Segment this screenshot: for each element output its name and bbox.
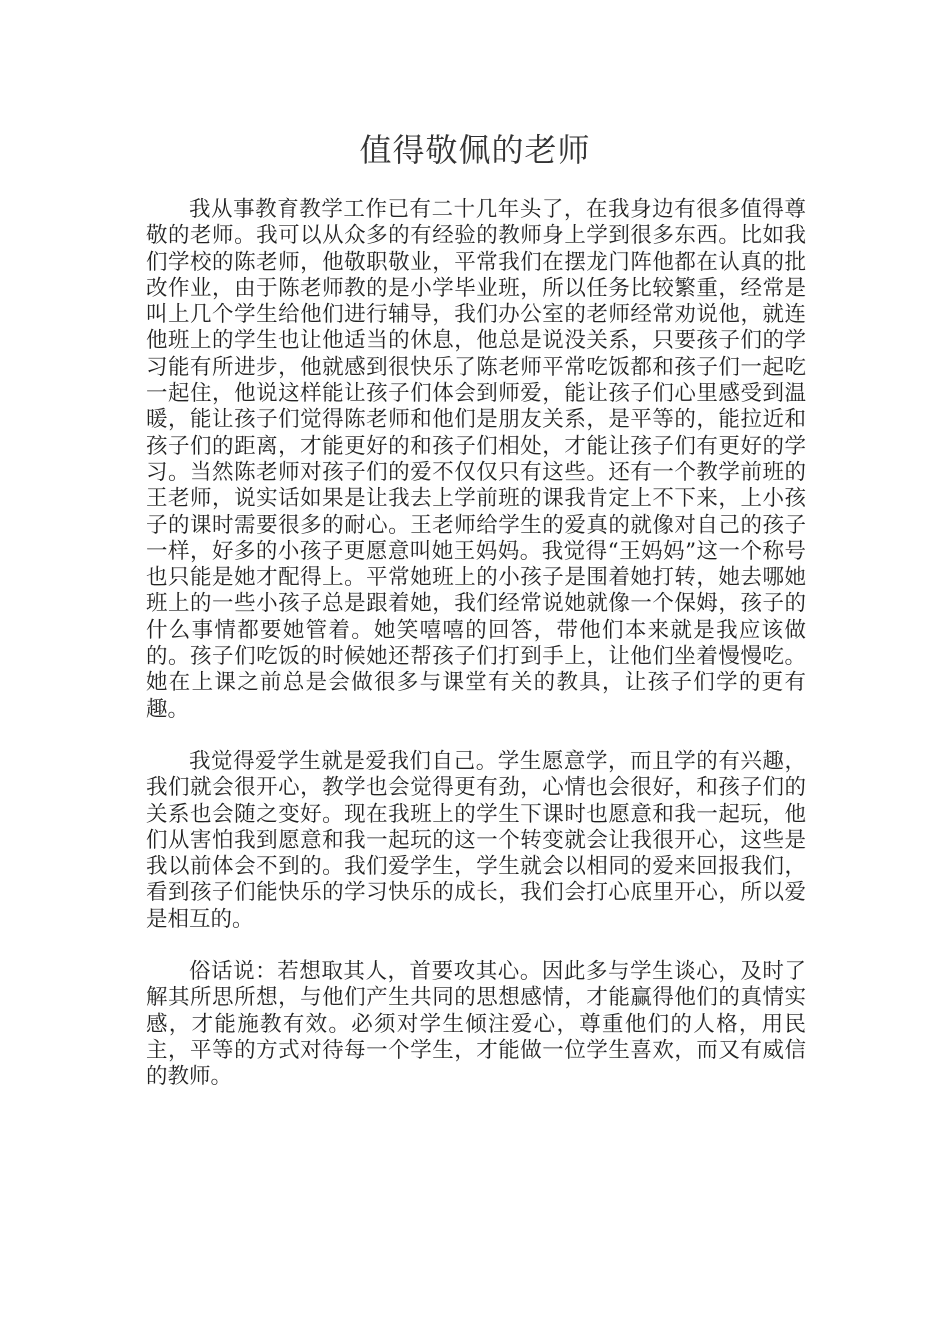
paragraph-3: 俗话说：若想取其人，首要攻其心。因此多与学生谈心，及时了解其所思所想，与他们产生共同的思想感情，才能赢得他们的真情实感，才能施教有效。必须对学生倾注爱心，尊重他们的人格，用民主，平等的方式对待每一个学生，才能做一位学生喜欢，而又有威信的教师。 bbox=[146, 959, 806, 1090]
document-body bbox=[146, 197, 806, 1117]
paragraph-2: 我觉得爱学生就是爱我们自己。学生愿意学，而且学的有兴趣，我们就会很开心，教学也会觉得更有劲，心情也会很好，和孩子们的关系也会随之变好。现在我班上的学生下课时也愿意和我一起玩，他们从害怕我到愿意和我一起玩的这一个转变就会让我很开心，这些是我以前体会不到的。我们爱学生，学生就会以相同的爱来回报我们，看到孩子们能快乐的学习快乐的成长，我们会打心底里开心，所以爱是相互的。 bbox=[146, 748, 806, 932]
document-title: 值得敬佩的老师 bbox=[359, 131, 591, 169]
paragraph-1: 我从事教育教学工作已有二十几年头了，在我身边有很多值得尊敬的老师。我可以从众多的有经验的教师身上学到很多东西。比如我们学校的陈老师，他敬职敬业，平常我们在摆龙门阵他都在认真的批改作业，由于陈老师教的是小学毕业班，所以任务比较繁重，经常是叫上几个学生给他们进行辅导，我们办公室的老师经常劝说他，就连他班上的学生也让他适当的休息，他总是说没关系，只要孩子们的学习能有所进步，他就感到很快乐了陈老师平常吃饭都和孩子们一起吃一起住，他说这样能让孩子们体会到师爱，能让孩子们心里感受到温暖，能让孩子们觉得陈老师和他们是朋友关系，是平等的，能拉近和孩子们的距离，才能更好的和孩子们相处，才能让孩子们有更好的学习。当然陈老师对孩子们的爱不仅仅只有这些。还有一个教学前班的王老师，说实话如果是让我去上学前班的课我肯定上不下来，上小孩子的课时需要很多的耐心。王老师给学生的爱真的就像对自己的孩子一样，好多的小孩子更愿意叫她王妈妈。我觉得“王妈妈”这一个称号也只能是她才配得上。平常她班上的小孩子是围着她打转，她去哪她班上的一些小孩子总是跟着她，我们经常说她就像一个保姆，孩子的什么事情都要她管着。她笑嘻嘻的回答，带他们本来就是我应该做的。孩子们吃饭的时候她还帮孩子们打到手上，让他们坐着慢慢吃。她在上课之前总是会做很多与课堂有关的教具，让孩子们学的更有趣。 bbox=[146, 197, 806, 722]
